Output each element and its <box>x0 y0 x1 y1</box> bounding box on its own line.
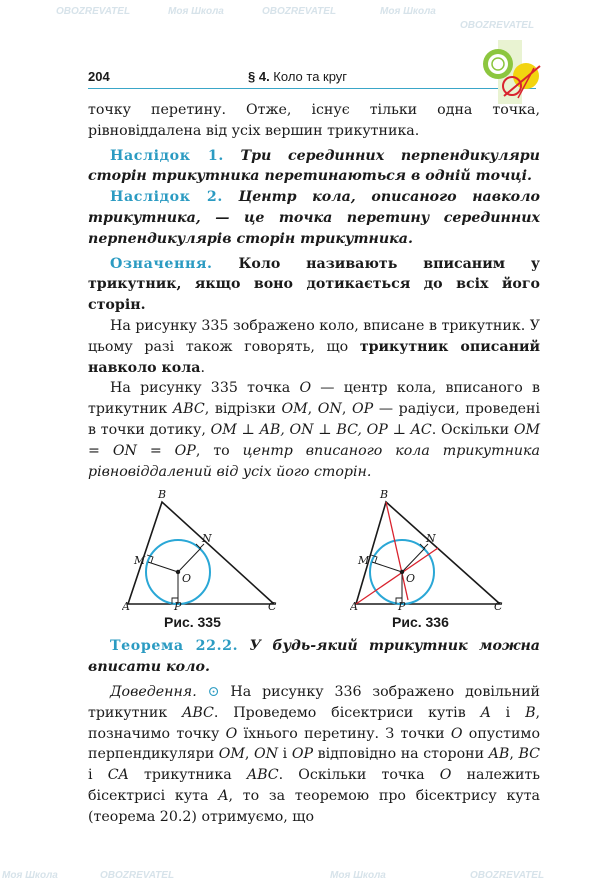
label-n: N <box>426 532 436 546</box>
math-var: CA <box>107 767 129 784</box>
page-header <box>88 66 536 88</box>
math-var: ON <box>254 746 279 763</box>
paragraph <box>88 378 540 482</box>
math-var: A <box>218 787 229 804</box>
text-run: , <box>307 401 318 418</box>
center-point <box>176 570 180 574</box>
label-m: M <box>134 554 146 568</box>
label-a: A <box>350 600 358 611</box>
label-m: M <box>358 554 370 568</box>
corollary-text: Три серединних перпендикуляри сторін трикутника перетинаються в одній точці. <box>88 147 540 185</box>
math-var: OM <box>281 401 308 418</box>
text-run: опустимо перпендикуляри <box>88 725 540 763</box>
watermark-text: OBOZREVATEL <box>460 20 535 31</box>
math-var: O <box>225 725 238 742</box>
theorem <box>88 636 540 678</box>
text-run: , відрізки <box>204 401 282 418</box>
watermark-text: Моя Школа <box>168 6 224 17</box>
label-c: C <box>268 600 277 611</box>
label-o: O <box>406 572 416 586</box>
radius-om <box>148 562 178 572</box>
math-var: ABC <box>246 767 279 784</box>
proof <box>88 682 540 828</box>
definition-text: Коло називають вписаним у трикутник, якщо воно дотикається до всіх його сторін. <box>88 255 540 314</box>
text-run: . <box>200 359 205 376</box>
header-rule <box>88 88 536 89</box>
label-p: P <box>174 600 182 611</box>
corollary-label: Наслідок 2. <box>110 189 223 206</box>
math-var: O <box>439 767 452 784</box>
text-run: , <box>509 746 519 763</box>
radius-on <box>178 548 201 572</box>
label-b: B <box>380 488 389 502</box>
watermark-text: OBOZREVATEL <box>262 6 337 17</box>
bisector-b <box>386 502 408 600</box>
corollary-label: Наслідок 1. <box>110 147 224 164</box>
text-run: відповідно на сторони <box>313 746 489 763</box>
figure-caption: Рис. 335 <box>164 614 221 631</box>
label-p: P <box>398 600 406 611</box>
center-point <box>400 570 404 574</box>
figure-336 <box>350 488 510 610</box>
math-var: O <box>299 380 312 397</box>
label-n: N <box>202 532 212 546</box>
proof-start-icon: ⊙ <box>207 683 220 700</box>
paragraph <box>88 316 540 378</box>
text-run: належить бісектрисі кута <box>88 767 540 804</box>
text-run: На рисунку 335 точка <box>110 380 300 397</box>
section-title <box>248 69 347 84</box>
text-run: , то <box>195 442 243 459</box>
label-a: A <box>122 600 130 611</box>
math-expression: OM = ON = OP <box>88 421 540 459</box>
definition <box>88 254 540 316</box>
text-run: трикутника <box>128 767 247 784</box>
math-var: ABC <box>172 401 205 418</box>
page-body <box>88 100 540 828</box>
corollary-1 <box>88 146 540 188</box>
italic-statement: центр вписаного кола трикутника рівновіддалений від усіх його сторін. <box>88 442 540 480</box>
text-run: , позначимо точку <box>88 704 541 742</box>
math-var: ON <box>317 401 342 418</box>
bold-term: трикутник описаний навколо кола <box>88 338 540 376</box>
math-var: AB <box>488 746 510 763</box>
theorem-label: Теорема 22.2. <box>110 638 239 655</box>
text-run: і <box>278 746 292 763</box>
label-o: O <box>182 572 192 586</box>
figure-335 <box>122 488 282 610</box>
watermark-text: Моя Школа <box>2 870 58 881</box>
section-mark: § 4. <box>248 69 270 84</box>
watermark-text: OBOZREVATEL <box>56 6 131 17</box>
section-title-text: Коло та круг <box>269 69 348 84</box>
text-run: . Проведемо бісектриси кутів <box>213 704 481 721</box>
watermark-text: Моя Школа <box>330 870 386 881</box>
corollary-text: Центр кола, описаного навколо трикутника, — це точка перетину серединних перпендикулярів сторін трикутника. <box>88 189 540 247</box>
watermark-text: OBOZREVATEL <box>100 870 175 881</box>
math-var: A <box>480 704 491 721</box>
watermark-text: Моя Школа <box>380 6 436 17</box>
math-var: OM <box>218 746 245 763</box>
text-run: і <box>88 767 108 784</box>
definition-label: Означення. <box>110 255 213 272</box>
math-var: B <box>525 704 536 721</box>
text-run: . Оскільки <box>431 421 514 438</box>
text-run: — радіуси, проведені в точки дотику, <box>88 401 540 438</box>
watermark-text: OBOZREVATEL <box>470 870 545 881</box>
text-run: . Оскільки точка <box>278 767 440 784</box>
text-run: і <box>490 704 526 721</box>
math-var: ABC <box>182 704 214 721</box>
corollary-2 <box>88 187 540 249</box>
math-var: OP <box>352 401 374 418</box>
paragraph: точку перетину. Отже, існує тільки одна точка, рівновіддалена від усіх вершин трикутника. <box>88 102 540 139</box>
label-c: C <box>494 600 503 611</box>
figure-caption: Рис. 336 <box>392 614 449 631</box>
math-var: BC <box>518 746 540 763</box>
proof-label: Доведення. <box>110 683 197 700</box>
page-number: 204 <box>88 69 110 84</box>
figures-row <box>88 488 540 630</box>
text-run: — центр кола, вписаного в трикутник <box>88 380 540 418</box>
text-run: , <box>341 401 352 418</box>
perpendicular-om <box>372 562 402 572</box>
math-var: OP <box>291 746 313 763</box>
text-run: , <box>244 746 255 763</box>
text-run: На рисунку 336 зображено довільний трикутник <box>88 683 540 721</box>
math-var: O <box>450 725 463 742</box>
math-expression: OM ⊥ AB, ON ⊥ BC, OP ⊥ AC <box>210 421 432 438</box>
text-run: їхнього перетину. З точки <box>237 725 451 742</box>
label-b: B <box>158 488 167 502</box>
theorem-text: У будь-який трикутник можна вписати коло. <box>88 638 540 676</box>
section-circles-icon <box>478 40 548 104</box>
text-run: На рисунку 335 зображено коло, вписане в трикутник. У цьому разі також говорять, що <box>88 317 540 355</box>
text-run: , то за теоремою про бісектрису кута (теорема 20.2) отримуємо, що <box>88 787 540 825</box>
